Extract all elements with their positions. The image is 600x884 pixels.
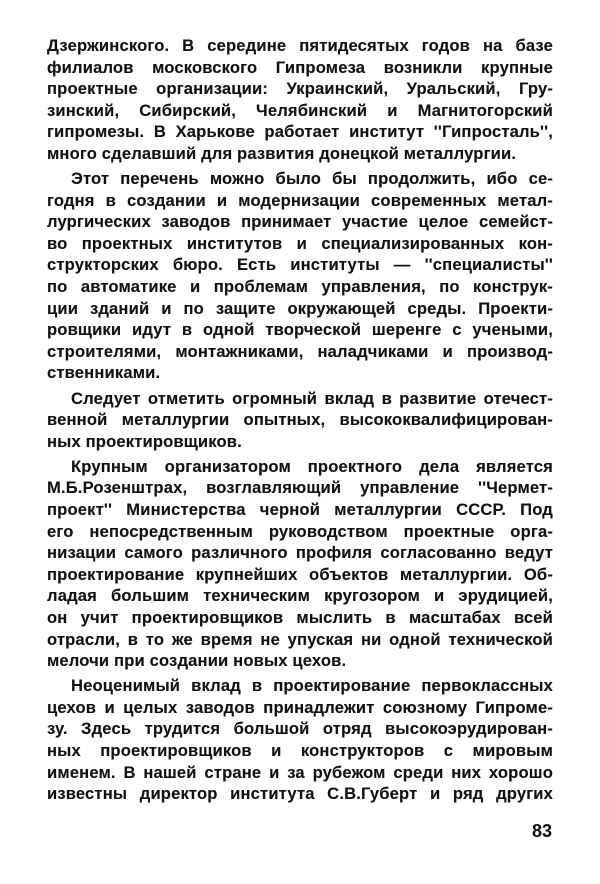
text-line: ных проектировщиков.	[47, 431, 242, 451]
text-line: зу. Здесь трудится большой отряд высокоэрудирован-	[47, 719, 553, 739]
text-line: строителями, монтажниками, наладчиками и производ-	[47, 341, 553, 361]
text-line: зинский, Сибирский, Челябинский и Магнитогорский	[47, 100, 553, 120]
paragraph	[47, 35, 553, 165]
text-line: Этот перечень можно было бы продолжить, ибо се-	[71, 169, 553, 189]
text-line: именем. В нашей стране и за рубежом среди них хорошо	[47, 762, 553, 782]
paragraph	[47, 456, 553, 672]
text-line: проектные организации: Украинский, Уральский, Гру-	[47, 79, 553, 99]
text-line: по автоматике и проблемам управления, по конструк-	[47, 277, 553, 297]
text-line: во проектных институтов и специализированных кон-	[47, 233, 553, 253]
text-line: его непосредственным руководством проектные орга-	[47, 521, 553, 541]
text-line: он учит проектировщиков мыслить в масштабах всей	[47, 607, 553, 627]
text-line: годня в создании и модернизации современных метал-	[47, 190, 553, 210]
text-line: венной металлургии опытных, высококвалифицирован-	[47, 410, 553, 430]
text-line: много сделавший для развития донецкой металлургии.	[47, 143, 517, 163]
text-line: цехов и целых заводов принадлежит союзному Гипроме-	[47, 697, 553, 717]
text-line: Следует отметить огромный вклад в развитие отечест-	[71, 388, 553, 408]
text-line: М.Б.Розенштрах, возглавляющий управление ''Чермет-	[47, 478, 553, 498]
text-line: Неоценимый вклад в проектирование первоклассных	[71, 676, 553, 696]
text-line: отрасли, в то же время не упуская ни одной технической	[47, 629, 553, 649]
text-line: филиалов московского Гипромеза возникли крупные	[47, 57, 553, 77]
text-line: проектирование крупнейших объектов металлургии. Об-	[47, 564, 553, 584]
text-line: известны директор института С.В.Губерт и ряд других	[47, 784, 553, 804]
text-line: лургических заводов принимает участие целое семейст-	[47, 212, 553, 232]
paragraph	[47, 168, 553, 384]
text-line: ровщики идут в одной творческой шеренге с учеными,	[47, 320, 553, 340]
text-line: ладая большим техническим кругозором и эрудицией,	[47, 586, 553, 606]
page-number: 83	[531, 821, 552, 841]
text-line: Дзержинского. В середине пятидесятых годов на базе	[47, 36, 553, 55]
text-line: Крупным организатором проектного дела является	[71, 456, 553, 476]
text-line: мелочи при создании новых цехов.	[47, 651, 347, 671]
text-line: проект'' Министерства черной металлургии СССР. Под	[47, 499, 553, 519]
text-line: структорских бюро. Есть институты — ''специалисты''	[47, 255, 553, 275]
text-line: ных проектировщиков и конструкторов с мировым	[47, 741, 553, 760]
paragraph	[47, 388, 553, 453]
text-line: ции зданий и по защите окружающей среды. Проекти-	[47, 298, 553, 318]
text-line: гипромезы. В Харькове работает институт ''Гипросталь'',	[47, 122, 553, 142]
text-line: низации самого различного профиля согласованно ведут	[47, 543, 553, 563]
page-body	[47, 35, 553, 805]
text-line: ственниками.	[47, 363, 161, 383]
paragraph	[47, 675, 553, 805]
